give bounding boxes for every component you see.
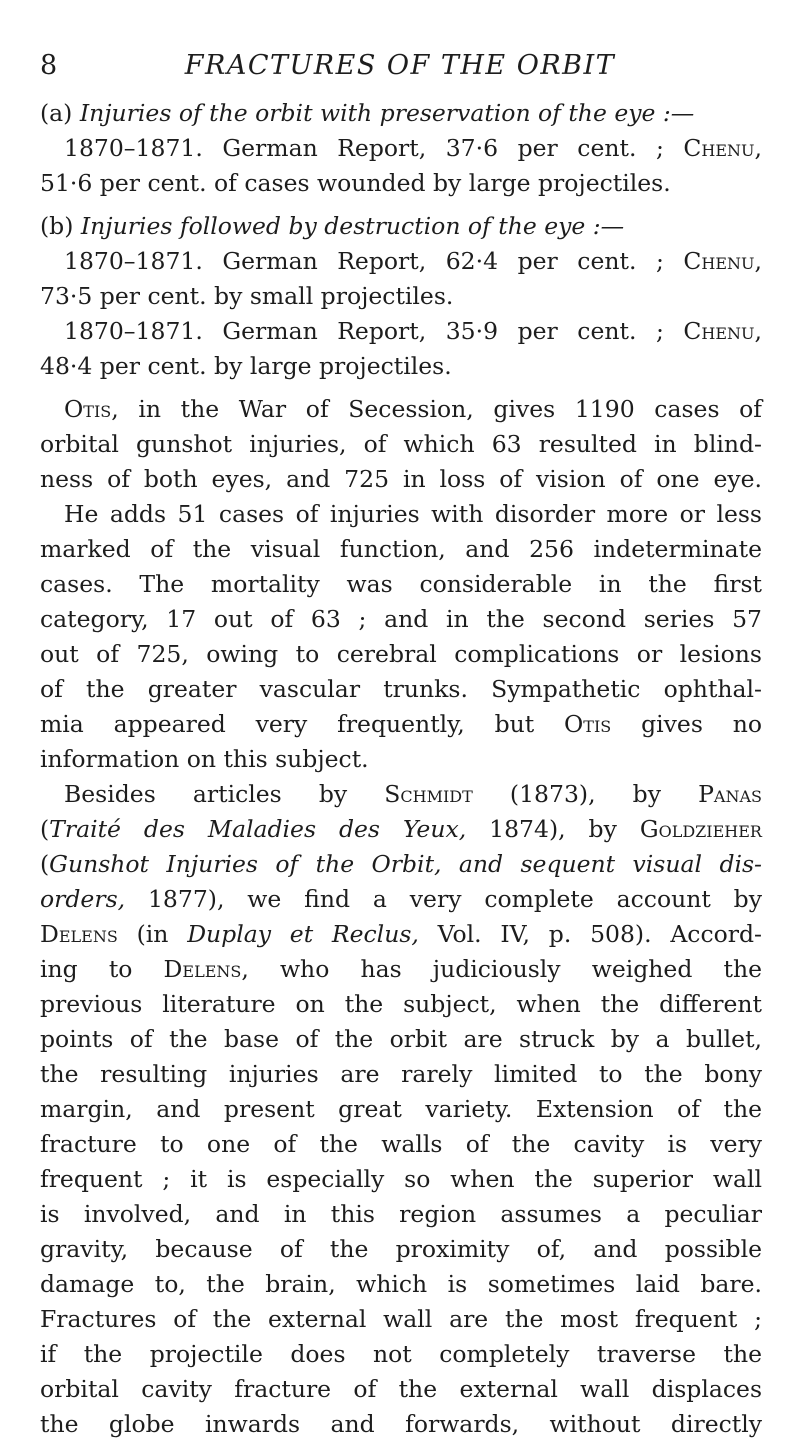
text-line: fracture to one of the walls of the cavity is very: [40, 1130, 762, 1158]
text-line: Otis, in the War of Secession, gives 1190 cases of: [64, 395, 762, 423]
text-line: marked of the visual function, and 256 indeterminate: [40, 535, 762, 563]
text-line: is involved, and in this region assumes a peculiar: [40, 1200, 762, 1228]
page-header: [40, 50, 760, 90]
text-line: frequent ; it is especially so when the superior wall: [40, 1165, 762, 1193]
text-line: out of 725, owing to cerebral complications or lesions: [40, 640, 762, 668]
text-line: orders, 1877), we find a very complete account by: [40, 885, 762, 913]
text-line: ing to Delens, who has judiciously weighed the: [40, 955, 762, 983]
text-line: information on this subject.: [40, 745, 369, 773]
text-line: gravity, because of the proximity of, and possible: [40, 1235, 762, 1263]
running-title: FRACTURES OF THE ORBIT: [184, 50, 616, 81]
text-line: orbital gunshot injuries, of which 63 resulted in blind-: [40, 430, 762, 458]
text-line: points of the base of the orbit are struck by a bullet,: [40, 1025, 762, 1053]
page-number: 8: [40, 50, 58, 81]
text-line: (Gunshot Injuries of the Orbit, and sequent visual dis-: [40, 850, 762, 878]
text-line: 1870–1871. German Report, 62·4 per cent. ; Chenu,: [64, 247, 762, 275]
text-line: 51·6 per cent. of cases wounded by large projectiles.: [40, 169, 671, 197]
text-line: orbital cavity fracture of the external wall displaces: [40, 1375, 762, 1403]
text-line: 48·4 per cent. by large projectiles.: [40, 352, 452, 380]
subsection-heading-a: (a) Injuries of the orbit with preservation of the eye :—: [40, 99, 695, 127]
text-line: damage to, the brain, which is sometimes laid bare.: [40, 1270, 762, 1298]
subsection-heading-b: (b) Injuries followed by destruction of the eye :—: [40, 212, 625, 240]
text-line: cases. The mortality was considerable in the first: [40, 570, 762, 598]
text-line: Delens (in Duplay et Reclus, Vol. IV, p. 508). Accord-: [40, 920, 762, 948]
text-line: 1870–1871. German Report, 37·6 per cent. ; Chenu,: [64, 134, 762, 162]
text-line: previous literature on the subject, when the different: [40, 990, 762, 1018]
text-line: if the projectile does not completely traverse the: [40, 1340, 762, 1368]
text-line: margin, and present great variety. Extension of the: [40, 1095, 762, 1123]
text-line: of the greater vascular trunks. Sympathetic ophthal-: [40, 675, 762, 703]
text-line: 1870–1871. German Report, 35·9 per cent. ; Chenu,: [64, 317, 762, 345]
text-line: He adds 51 cases of injuries with disorder more or less: [64, 500, 762, 528]
text-line: (Traité des Maladies des Yeux, 1874), by Goldzieher: [40, 815, 762, 843]
text-line: Besides articles by Schmidt (1873), by Panas: [64, 780, 762, 808]
text-line: the resulting injuries are rarely limited to the bony: [40, 1060, 762, 1088]
page-body: [40, 96, 762, 1442]
text-line: the globe inwards and forwards, without directly: [40, 1410, 762, 1438]
text-line: category, 17 out of 63 ; and in the second series 57: [40, 605, 762, 633]
text-line: 73·5 per cent. by small projectiles.: [40, 282, 454, 310]
text-line: Fractures of the external wall are the most frequent ;: [40, 1305, 762, 1333]
text-line: mia appeared very frequently, but Otis gives no: [40, 710, 762, 738]
text-line: ness of both eyes, and 725 in loss of vision of one eye.: [40, 465, 762, 493]
